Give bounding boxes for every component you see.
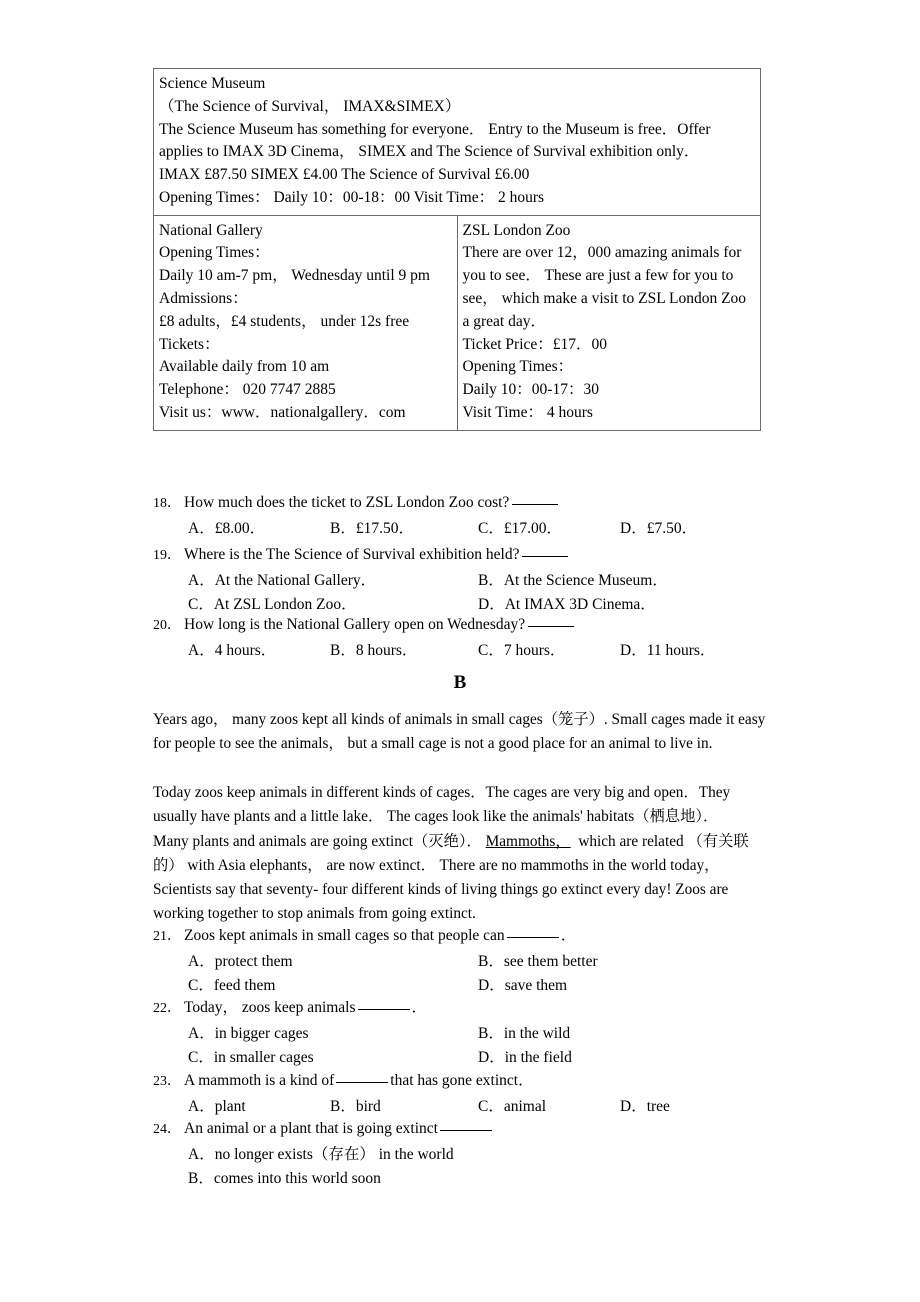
question-21-number: 21．	[153, 929, 181, 944]
question-22-option-d[interactable]: D．in the field	[478, 1049, 572, 1066]
question-24-option-b[interactable]: B．comes into this world soon	[188, 1170, 381, 1187]
question-22-stem-pre: Today， zoos keep animals	[184, 999, 356, 1016]
zoo-opening-label: Opening Times：	[462, 358, 574, 376]
question-24-stem-pre: An animal or a plant that is going extinct	[184, 1120, 438, 1137]
section-b-title: B	[453, 672, 467, 693]
passage-b-paragraph-2	[153, 781, 778, 829]
question-19	[153, 547, 793, 616]
question-24-number: 24．	[153, 1122, 181, 1137]
question-20-blank	[528, 626, 574, 627]
gallery-title: National Gallery	[159, 221, 263, 239]
question-18-option-c[interactable]: C．£17.00．	[478, 520, 562, 537]
question-20	[153, 617, 793, 662]
zoo-ticket-price: Ticket Price：£17．00	[462, 335, 608, 353]
question-20-option-a[interactable]: A．4 hours．	[188, 642, 277, 659]
question-22-stem-post: ．	[411, 999, 428, 1016]
question-18-stem-text: How much does the ticket to ZSL London Zoo cost?	[184, 494, 510, 511]
question-23-option-c[interactable]: C．animal	[478, 1098, 547, 1115]
question-19-number: 19．	[153, 548, 181, 563]
paragraph-3-underlined-term: Mammoths，	[485, 833, 571, 850]
question-24	[153, 1121, 793, 1190]
gallery-website: Visit us：www．nationalgallery．com	[159, 403, 406, 421]
question-22-option-c[interactable]: C．in smaller cages	[188, 1049, 314, 1066]
question-21-stem-pre: Zoos kept animals in small cages so that people can	[184, 927, 505, 944]
question-19-stem-text: Where is the The Science of Survival exhibition held?	[184, 546, 520, 563]
question-24-option-a[interactable]: A．no longer exists（存在） in the world	[188, 1146, 454, 1163]
question-21-option-d[interactable]: D．save them	[478, 977, 568, 994]
question-19-option-d[interactable]: D．At IMAX 3D Cinema．	[478, 596, 656, 613]
question-19-option-c[interactable]: C．At ZSL London Zoo．	[188, 596, 357, 613]
question-23	[153, 1073, 793, 1118]
gallery-opening-value: Daily 10 am-7 pm， Wednesday until 9 pm	[159, 267, 430, 285]
gallery-admissions-label: Admissions：	[159, 290, 248, 308]
table-row-science-museum	[154, 69, 761, 216]
question-22-stem	[184, 1000, 793, 1016]
science-museum-prices: IMAX £87.50 SIMEX £4.00 The Science of Survival £6.00	[159, 166, 530, 184]
question-19-option-a[interactable]: A．At the National Gallery．	[188, 572, 377, 589]
passage-b-paragraph-1	[153, 708, 778, 756]
question-22-number: 22．	[153, 1001, 181, 1016]
paragraph-3-pre: Many plants and animals are going extinct（灭绝）．	[153, 833, 482, 850]
question-18	[153, 495, 793, 540]
question-22	[153, 1000, 793, 1069]
question-20-option-c[interactable]: C．7 hours．	[478, 642, 566, 659]
gallery-telephone: Telephone： 020 7747 2885	[159, 381, 336, 399]
question-23-option-a[interactable]: A．plant	[188, 1098, 246, 1115]
gallery-admissions-value: £8 adults，£4 students， under 12s free	[159, 312, 410, 330]
question-21-option-c[interactable]: C．feed them	[188, 977, 276, 994]
question-22-option-a[interactable]: A．in bigger cages	[188, 1025, 309, 1042]
paragraph-1-text: Years ago， many zoos kept all kinds of animals in small cages（笼子）. Small cages made it easy for people to see the animals， but a small cage is not a good place for an animal to live in.	[153, 711, 766, 752]
question-20-stem-text: How long is the National Gallery open on Wednesday?	[184, 616, 526, 633]
zoo-opening-value: Daily 10：00-17：30	[462, 381, 599, 399]
cell-zsl-london-zoo	[457, 215, 761, 430]
question-23-number: 23．	[153, 1074, 181, 1089]
paragraph-2-text: Today zoos keep animals in different kinds of cages．The cages are very big and open．They usually have plants and a little lake． The cages look like the animals' habitats（栖息地）．	[153, 784, 731, 825]
question-22-blank	[358, 1009, 410, 1010]
gallery-tickets-value: Available daily from 10 am	[159, 358, 330, 376]
question-18-stem	[184, 495, 793, 511]
table-row-gallery-zoo	[154, 215, 761, 430]
paragraph-3-text	[153, 830, 778, 926]
question-21-stem-post: ．	[560, 927, 577, 944]
question-18-option-a[interactable]: A．£8.00．	[188, 520, 266, 537]
question-23-stem	[184, 1073, 793, 1089]
question-18-blank	[512, 504, 558, 505]
question-19-blank	[522, 556, 568, 557]
question-21-option-a[interactable]: A．protect them	[188, 953, 293, 970]
question-20-option-d[interactable]: D．11 hours．	[620, 642, 716, 659]
question-19-stem	[184, 547, 793, 563]
question-18-option-b[interactable]: B．£17.50．	[330, 520, 414, 537]
gallery-opening-label: Opening Times：	[159, 244, 270, 262]
cell-science-museum	[154, 69, 761, 216]
question-20-number: 20．	[153, 618, 181, 633]
question-21	[153, 928, 793, 997]
zoo-body: There are over 12，000 amazing animals for you to see． These are just a few for you to see， which make a visit to ZSL London Zoo a great day．	[462, 244, 747, 330]
passage-b-paragraph-3	[153, 830, 778, 926]
question-23-stem-pre: A mammoth is a kind of	[184, 1072, 335, 1089]
question-21-option-b[interactable]: B．see them better	[478, 953, 598, 970]
question-20-option-b[interactable]: B．8 hours．	[330, 642, 418, 659]
question-18-option-d[interactable]: D．£7.50．	[620, 520, 698, 537]
science-museum-body: The Science Museum has something for everyone． Entry to the Museum is free．Offer applies to IMAX 3D Cinema， SIMEX and The Science of Survival exhibition only．	[159, 120, 711, 161]
science-museum-title: Science Museum	[159, 75, 266, 92]
gallery-tickets-label: Tickets：	[159, 335, 220, 353]
question-21-stem	[184, 928, 793, 944]
question-19-option-b[interactable]: B．At the Science Museum．	[478, 572, 668, 589]
science-museum-subtitle: （The Science of Survival， IMAX&SIMEX）	[159, 97, 461, 115]
cell-national-gallery	[154, 215, 458, 430]
question-24-blank	[440, 1130, 492, 1131]
question-24-stem	[184, 1121, 793, 1137]
question-23-option-d[interactable]: D．tree	[620, 1098, 670, 1115]
question-21-blank	[507, 937, 559, 938]
question-22-option-b[interactable]: B．in the wild	[478, 1025, 571, 1042]
question-18-number: 18．	[153, 496, 181, 511]
zoo-title: ZSL London Zoo	[462, 221, 571, 239]
question-23-blank	[336, 1082, 388, 1083]
attractions-info-table	[153, 68, 761, 431]
question-23-option-b[interactable]: B．bird	[330, 1098, 381, 1115]
question-20-stem	[184, 617, 793, 633]
paragraph-3-post: which are related （有关联的） with Asia elephants， are now extinct． There are no mammoths in the world today，Scientists say that seventy- four different kinds of living things go extinct every day! Zoos are working together to stop animals from going extinct.	[153, 833, 749, 922]
zoo-visit-time: Visit Time： 4 hours	[462, 403, 593, 421]
science-museum-hours: Opening Times： Daily 10：00-18：00 Visit Time： 2 hours	[159, 188, 545, 206]
question-23-stem-post: that has gone extinct．	[390, 1072, 534, 1089]
